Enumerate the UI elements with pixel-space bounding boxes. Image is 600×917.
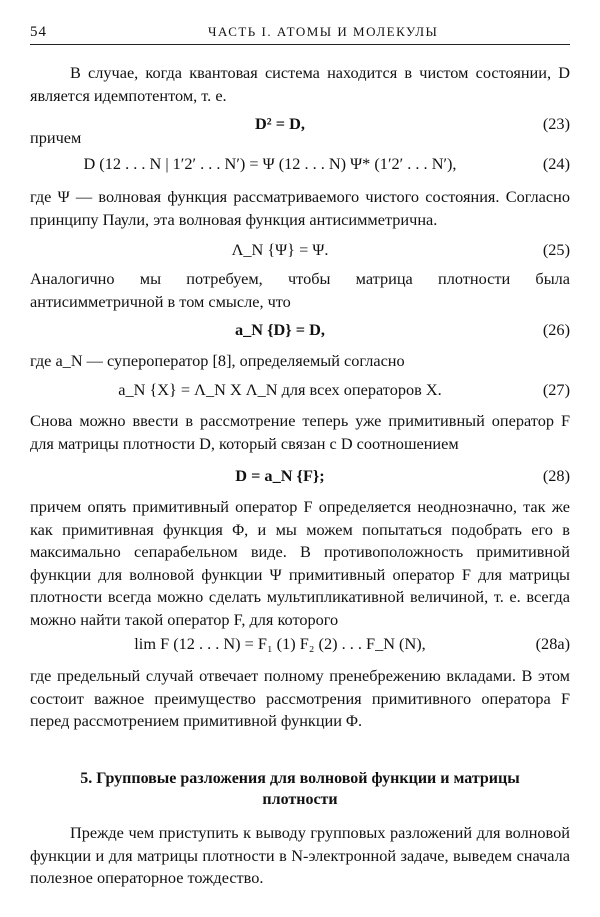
equation-23-number: (23) bbox=[542, 114, 570, 133]
equation-25-number: (25) bbox=[542, 240, 570, 259]
equation-28a-formula: lim F (12 . . . N) = F₁ (1) F₂ (2) . . . F_N (N), bbox=[134, 634, 426, 653]
paragraph-1: В случае, когда квантовая система находится в чистом состоянии, D является идемпотентом, т. е. bbox=[30, 63, 570, 105]
equation-27-number: (27) bbox=[542, 380, 570, 399]
equation-27-formula: a_N {X} = Λ_N X Λ_N для всех операторов X. bbox=[118, 380, 442, 399]
equation-25 bbox=[30, 239, 570, 261]
equation-28a bbox=[30, 633, 570, 655]
equation-24 bbox=[30, 153, 570, 175]
equation-28-number: (28) bbox=[542, 466, 570, 485]
equation-23 bbox=[30, 113, 570, 135]
equation-26-formula: a_N {D} = D, bbox=[235, 320, 325, 339]
paragraph-3: где Ψ — волновая функция рассматриваемого чистого состояния. Согласно принципу Паули, эта волновая функция антисимметрична. bbox=[30, 187, 570, 229]
equation-28a-number: (28a) bbox=[535, 634, 570, 653]
section-heading bbox=[40, 768, 560, 810]
equation-28 bbox=[30, 465, 570, 487]
paragraph-5: где a_N — супероператор [8], определяемый согласно bbox=[30, 351, 405, 370]
equation-26-number: (26) bbox=[542, 320, 570, 339]
page-number: 54 bbox=[30, 24, 47, 40]
paragraph-6: Снова можно ввести в рассмотрение теперь уже примитивный оператор F для матрицы плотности D, который связан с D соотношением bbox=[30, 411, 570, 453]
section-heading-line-1: 5. Групповые разложения для волновой функции и матрицы bbox=[80, 770, 520, 787]
equation-24-formula: D (12 . . . N | 1′2′ . . . N′) = Ψ (12 . . . N) Ψ* (1′2′ . . . N′), bbox=[83, 154, 457, 173]
equation-27 bbox=[30, 379, 570, 401]
equation-23-formula: D² = D, bbox=[255, 114, 305, 133]
equation-25-formula: Λ_N {Ψ} = Ψ. bbox=[231, 240, 329, 259]
running-title: ЧАСТЬ I. АТОМЫ И МОЛЕКУЛЫ bbox=[208, 24, 439, 39]
equation-28-formula: D = a_N {F}; bbox=[235, 466, 325, 485]
paragraph-2: причем bbox=[30, 128, 82, 147]
page-header bbox=[30, 24, 570, 45]
equation-26 bbox=[30, 319, 570, 341]
section-heading-line-2: плотности bbox=[262, 791, 338, 808]
paragraph-9: Прежде чем приступить к выводу групповых разложений для волновой функции и для матрицы плотности в N-электронной задаче, выведем сначала полезное операторное тождество. bbox=[30, 823, 570, 887]
paragraph-8: где предельный случай отвечает полному пренебрежению вкладами. В этом состоит важное преимущество рассмотрения примитивного оператора F перед рассмотрением примитивной функции Φ. bbox=[30, 666, 570, 730]
paragraph-7: причем опять примитивный оператор F определяется неоднозначно, так же как примитивная функция Φ, и мы можем попытаться подобрать его в максимально сепарабельном виде. В противоположность примитивной функции для волновой функции Ψ примитивный оператор F для матрицы плотности всегда можно сделать мультипликативной величиной, т. е. всегда можно найти такой оператор F, для которого bbox=[30, 497, 570, 629]
paragraph-4: Аналогично мы потребуем, чтобы матрица плотности была антисимметричной в том смысле, что bbox=[30, 269, 570, 311]
equation-24-number: (24) bbox=[542, 154, 570, 173]
